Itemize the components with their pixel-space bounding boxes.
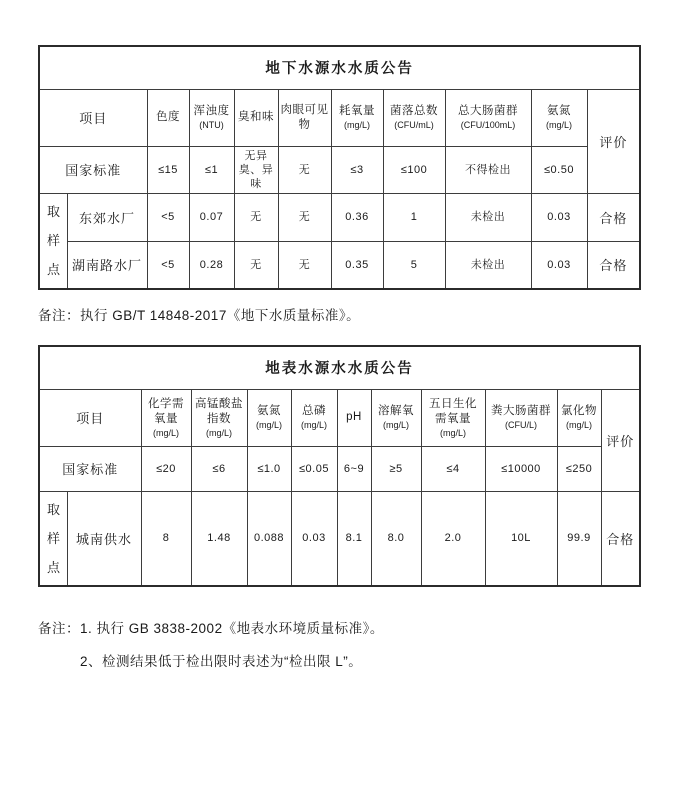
site-name: 湖南路水厂	[67, 241, 147, 289]
header-col-odor	[234, 89, 278, 146]
data-value: 1.48	[191, 491, 247, 586]
standard-value: ≤3	[331, 146, 383, 193]
data-value: 99.9	[557, 491, 601, 586]
note-surface-2: 2、检测结果低于检出限时表述为“检出限 L”。	[80, 654, 363, 669]
col-name: 溶解氧	[378, 405, 414, 417]
col-name: 色度	[156, 111, 180, 123]
standard-value: ≤4	[421, 446, 485, 491]
col-unit: (CFU/100mL)	[460, 120, 516, 130]
header-col-cod	[141, 389, 191, 446]
header-col-colony-count	[383, 89, 445, 146]
data-value: 0.088	[247, 491, 291, 586]
data-value: 无	[278, 193, 331, 241]
sampling-point-label: 取样点	[39, 193, 67, 289]
header-col-ph	[337, 389, 371, 446]
col-unit: (mg/L)	[152, 427, 179, 438]
col-name: 总磷	[302, 405, 326, 417]
data-value: 0.03	[531, 241, 587, 289]
header-col-sedu	[147, 89, 189, 146]
header-col-ammonia	[247, 389, 291, 446]
standard-value: ≤100	[383, 146, 445, 193]
standard-value: ≤15	[147, 146, 189, 193]
data-value: 无	[278, 241, 331, 289]
col-name: 高锰酸盐指数	[195, 397, 243, 425]
standard-value: ≤0.05	[291, 446, 337, 491]
standard-value: ≤6	[191, 446, 247, 491]
standard-value: ≤20	[141, 446, 191, 491]
data-value: 10L	[485, 491, 557, 586]
col-name: 浑浊度	[193, 105, 230, 117]
header-col-coliform	[445, 89, 531, 146]
standard-value: 无	[278, 146, 331, 193]
header-eval-label: 评价	[601, 389, 640, 491]
header-col-visible-matter	[278, 89, 331, 146]
col-name: 五日生化需氧量	[429, 397, 477, 425]
col-unit: (CFU/L)	[505, 420, 537, 430]
col-name: 粪大肠菌群	[491, 405, 551, 417]
header-col-turbidity	[189, 89, 234, 146]
data-value: 0.36	[331, 193, 383, 241]
standard-value: ≤1.0	[247, 446, 291, 491]
standard-value: ≤1	[189, 146, 234, 193]
header-col-fecal-coliform	[485, 389, 557, 446]
header-col-permanganate	[191, 389, 247, 446]
col-name: 氨氮	[547, 105, 571, 117]
col-unit: (CFU/mL)	[394, 120, 434, 130]
surface-water-table	[38, 345, 641, 587]
col-unit: (mg/L)	[439, 427, 466, 438]
standard-value: ≤10000	[485, 446, 557, 491]
standard-value: ≤250	[557, 446, 601, 491]
data-value: 0.03	[531, 193, 587, 241]
header-item-label: 项目	[39, 389, 141, 446]
data-value: 8	[141, 491, 191, 586]
eval-result: 合格	[601, 491, 640, 586]
data-value: 0.07	[189, 193, 234, 241]
data-value: 2.0	[421, 491, 485, 586]
col-unit: (mg/L)	[565, 420, 592, 430]
col-unit: (mg/L)	[300, 420, 327, 430]
data-value: <5	[147, 241, 189, 289]
col-unit: (mg/L)	[382, 420, 409, 430]
col-name: 臭和味	[238, 111, 274, 123]
header-col-dissolved-oxygen	[371, 389, 421, 446]
header-col-ammonia	[531, 89, 587, 146]
col-name: 菌落总数	[390, 105, 438, 117]
col-name: 耗氧量	[339, 105, 375, 117]
header-col-phosphorus	[291, 389, 337, 446]
standard-value: 无异臭、异味	[234, 146, 278, 193]
standard-value: 不得检出	[445, 146, 531, 193]
col-unit: (mg/L)	[343, 120, 370, 130]
col-name: 化学需氧量	[148, 397, 184, 425]
data-value: 无	[234, 241, 278, 289]
header-col-bod5	[421, 389, 485, 446]
note-groundwater: 备注：执行 GB/T 14848-2017《地下水质量标准》。	[38, 308, 361, 323]
header-eval-label: 评价	[587, 89, 640, 193]
table-title: 地下水源水水质公告	[39, 46, 640, 89]
data-value: 8.1	[337, 491, 371, 586]
header-col-chloride	[557, 389, 601, 446]
col-name: 肉眼可见物	[280, 103, 329, 131]
col-unit: (mg/L)	[545, 120, 572, 130]
col-name: 氨氮	[257, 405, 281, 417]
site-name: 城南供水	[67, 491, 141, 586]
standard-value: ≥5	[371, 446, 421, 491]
col-unit: (mg/L)	[255, 420, 282, 430]
groundwater-table	[38, 45, 641, 290]
data-value: 5	[383, 241, 445, 289]
col-name: 总大肠菌群	[458, 105, 518, 117]
col-unit: (NTU)	[199, 120, 224, 130]
col-name: 氯化物	[561, 405, 597, 417]
data-value: 0.03	[291, 491, 337, 586]
header-item-label: 项目	[39, 89, 147, 146]
data-value: 1	[383, 193, 445, 241]
sampling-point-label: 取样点	[39, 491, 67, 586]
standard-row-label: 国家标准	[39, 446, 141, 491]
site-name: 东郊水厂	[67, 193, 147, 241]
data-value: 0.35	[331, 241, 383, 289]
note-surface-1: 备注：1. 执行 GB 3838-2002《地表水环境质量标准》。	[38, 621, 384, 636]
header-col-oxygen-consumption	[331, 89, 383, 146]
col-name: pH	[346, 411, 362, 423]
data-value: 0.28	[189, 241, 234, 289]
data-value: 未检出	[445, 193, 531, 241]
data-value: 未检出	[445, 241, 531, 289]
data-value: 8.0	[371, 491, 421, 586]
standard-value: ≤0.50	[531, 146, 587, 193]
standard-row-label: 国家标准	[39, 146, 147, 193]
standard-value: 6~9	[337, 446, 371, 491]
col-unit: (mg/L)	[205, 427, 232, 438]
table-title: 地表水源水水质公告	[39, 346, 640, 389]
data-value: <5	[147, 193, 189, 241]
eval-result: 合格	[587, 193, 640, 241]
data-value: 无	[234, 193, 278, 241]
eval-result: 合格	[587, 241, 640, 289]
